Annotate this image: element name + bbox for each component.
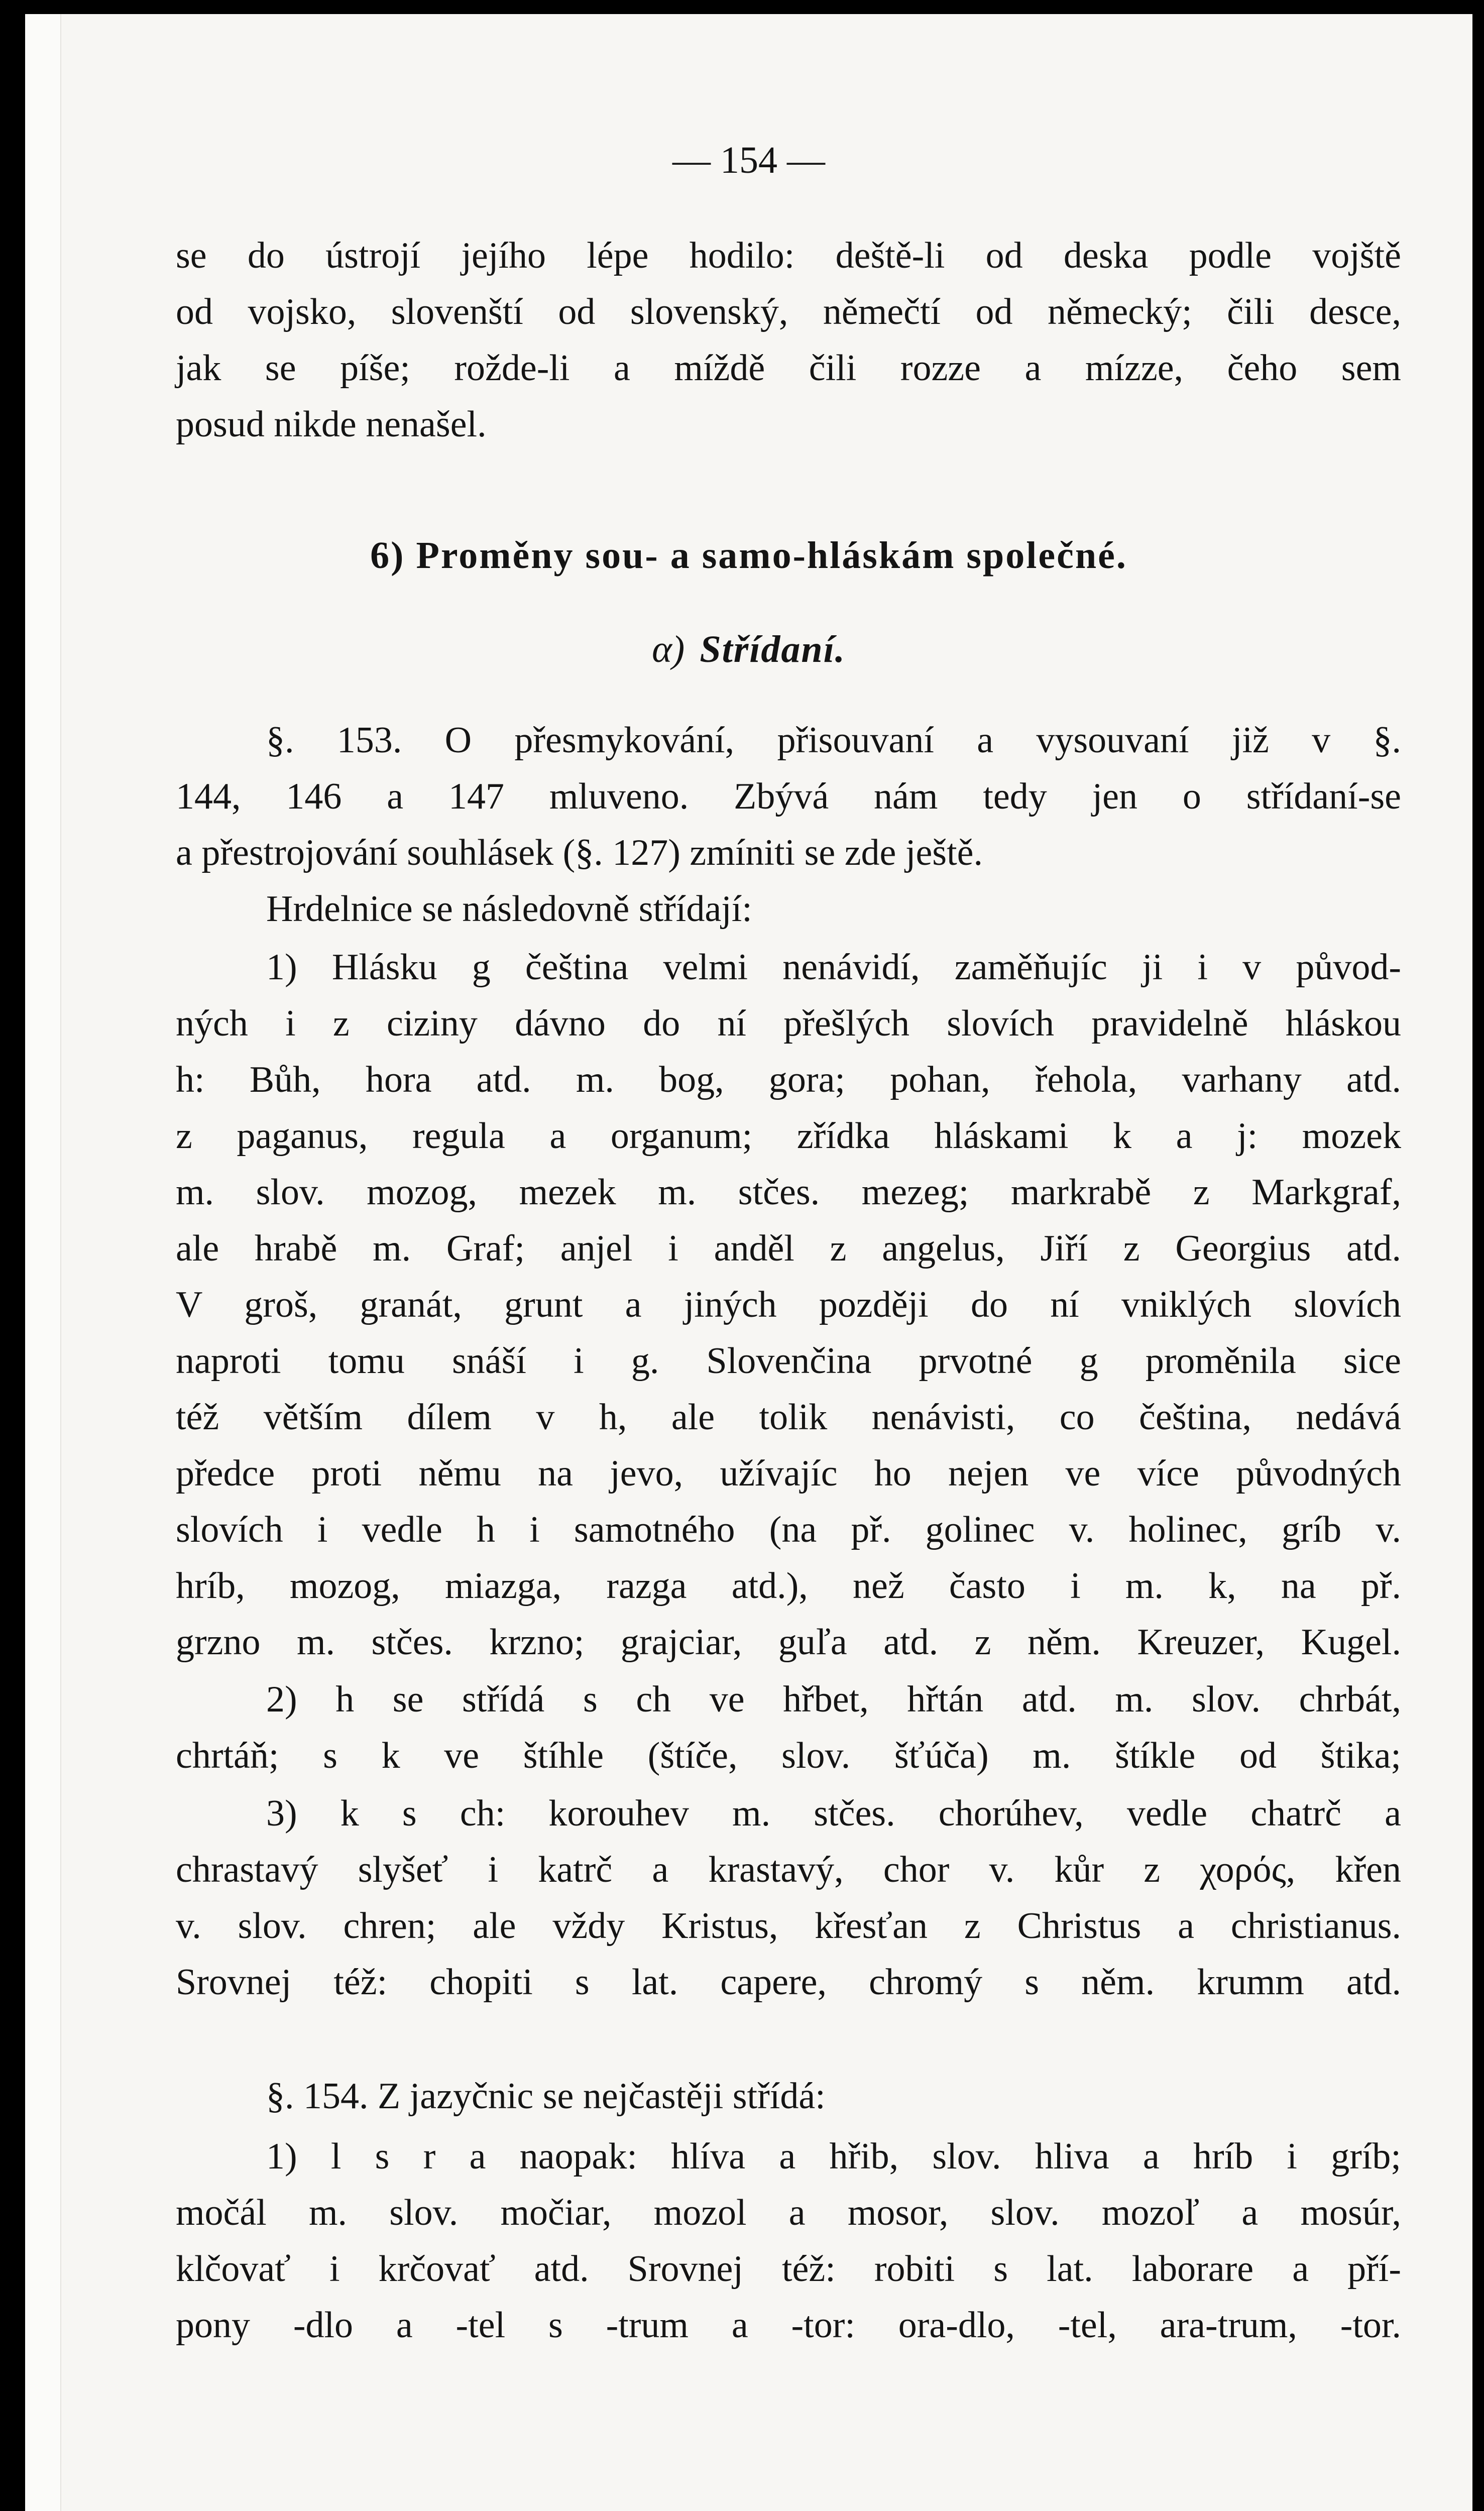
paragraph-153: [176, 712, 1401, 937]
text-line: naproti tomu snáší i g. Slovenčina prvotné g proměnila sice: [176, 1340, 1401, 1382]
subsection-marker: α): [652, 628, 685, 670]
paragraph-intro: [176, 227, 1401, 452]
page-number: — 154 —: [672, 139, 825, 181]
item-2: [176, 1671, 1401, 1784]
text-line: m. slov. mozog, mezek m. stčes. mezeg; markrabě z Markgraf,: [176, 1172, 1401, 1213]
item-1: [176, 939, 1401, 1670]
text-line: chrastavý slyšeť i katrč a krastavý, chor v. kůr z χορός, křen: [176, 1849, 1401, 1890]
section-heading: 6) Proměny sou- a samo-hláskám společné.: [370, 534, 1127, 577]
text-line: §. 153. O přesmykování, přisouvaní a vysouvaní již v §.: [266, 720, 1401, 761]
subsection-heading: [25, 628, 1472, 671]
subsection-title: Střídaní.: [700, 628, 846, 670]
text-line: se do ústrojí jejího lépe hodilo: deště-li od deska podle vojště: [176, 235, 1401, 276]
paragraph-154: [176, 2068, 1401, 2124]
text-line: z paganus, regula a organum; zřídka hláskami k a j: mozek: [176, 1115, 1401, 1157]
text-line: 1) l s r a naopak: hlíva a hřib, slov. hliva a hríb i gríb;: [266, 2136, 1401, 2177]
text-line: předce proti němu na jevo, užívajíc ho nejen ve více původných: [176, 1453, 1401, 1494]
text-line: a přestrojování souhlásek (§. 127) zmíniti se zde ještě.: [176, 832, 983, 873]
text-line: Srovnej též: chopiti s lat. capere, chromý s něm. krumm atd.: [176, 1962, 1401, 2003]
text-line: pony -dlo a -tel s -trum a -tor: ora-dlo, -tel, ara-trum, -tor.: [176, 2305, 1401, 2346]
text-line: slovích i vedle h i samotného (na př. golinec v. holinec, gríb v.: [176, 1509, 1401, 1550]
text-line: Hrdelnice se následovně střídají:: [266, 888, 752, 930]
text-line: 2) h se střídá s ch ve hřbet, hřtán atd. m. slov. chrbát,: [266, 1679, 1401, 1720]
text-line: §. 154. Z jazyčnic se nejčastěji střídá:: [266, 2076, 826, 2117]
text-line: posud nikde nenašel.: [176, 404, 487, 445]
text-line: h: Bůh, hora atd. m. bog, gora; pohan, řehola, varhany atd.: [176, 1059, 1401, 1100]
text-line: grzno m. stčes. krzno; grajciar, guľa atd. z něm. Kreuzer, Kugel.: [176, 1622, 1401, 1663]
book-page: [25, 14, 1472, 2511]
text-line: chrtáň; s k ve štíhle (štíče, slov. šťúča) m. štíkle od štika;: [176, 1735, 1401, 1776]
page-gutter: [25, 14, 61, 2511]
text-line: močál m. slov. močiar, mozol a mosor, slov. mozoľ a mosúr,: [176, 2192, 1401, 2233]
text-line: jak se píše; rožde-li a míždě čili rozze a mízze, čeho sem: [176, 348, 1401, 389]
text-line: v. slov. chren; ale vždy Kristus, křesťan z Christus a christianus.: [176, 1905, 1401, 1947]
item-3: [176, 1785, 1401, 2010]
text-line: 1) Hlásku g čeština velmi nenávidí, zaměňujíc ji i v původ-: [266, 947, 1401, 988]
item-154-1: [176, 2128, 1401, 2353]
text-line: hríb, mozog, miazga, razga atd.), než často i m. k, na př.: [176, 1565, 1401, 1607]
text-line: 144, 146 a 147 mluveno. Zbývá nám tedy jen o střídaní-se: [176, 776, 1401, 817]
text-line: též větším dílem v h, ale tolik nenávisti, co čeština, nedává: [176, 1397, 1401, 1438]
text-line: ale hrabě m. Graf; anjel i anděl z angelus, Jiří z Georgius atd.: [176, 1228, 1401, 1269]
text-line: od vojsko, slovenští od slovenský, němečtí od německý; čili desce,: [176, 291, 1401, 332]
text-line: ných i z ciziny dávno do ní přešlých slovích pravidelně hláskou: [176, 1003, 1401, 1044]
text-line: 3) k s ch: korouhev m. stčes. chorúhev, vedle chatrč a: [266, 1793, 1401, 1834]
text-line: V groš, granát, grunt a jiných později do ní vniklých slovích: [176, 1284, 1401, 1325]
text-line: klčovať i krčovať atd. Srovnej též: robiti s lat. laborare a pří-: [176, 2248, 1401, 2290]
